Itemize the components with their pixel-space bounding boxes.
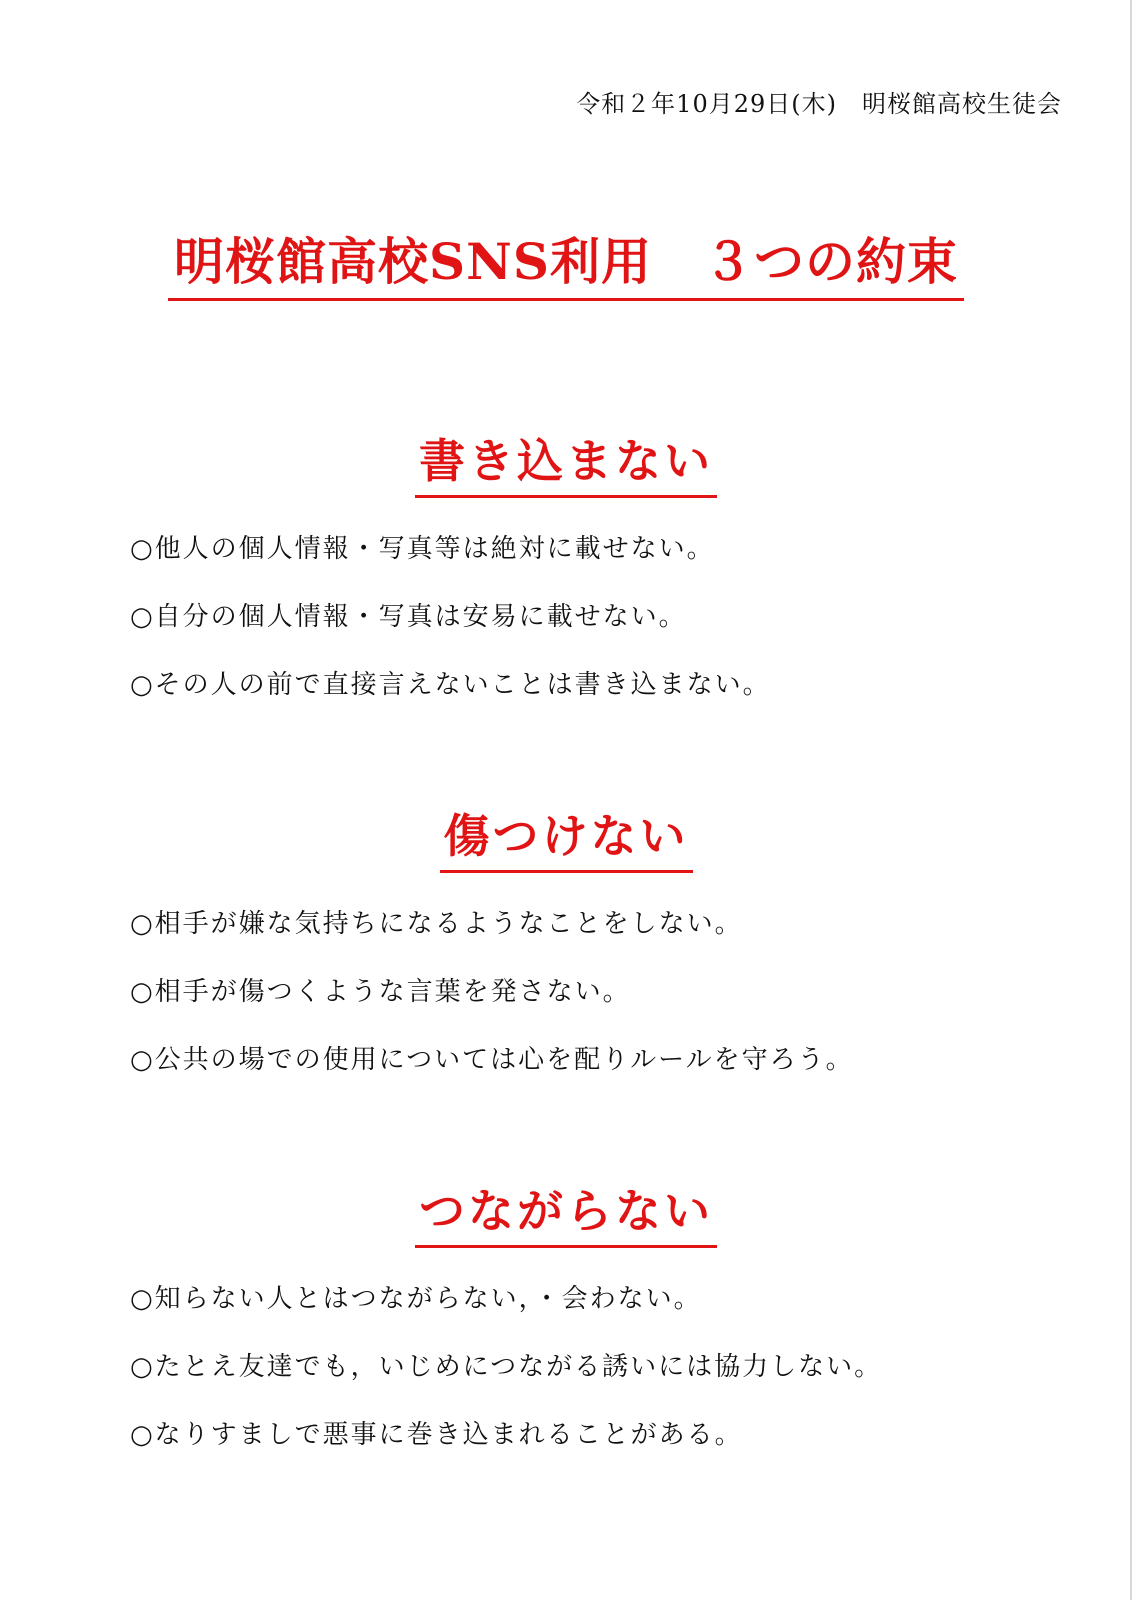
date-and-organization: 令和２年10月29日(木) 明桜館高校生徒会 (576, 90, 1062, 118)
section-heading-write (0, 425, 1132, 498)
section-list-write (130, 532, 1030, 736)
list-item: ○その人の前で直接言えないことは書き込まない。 (130, 670, 771, 700)
section-heading-connect-text: つながらない (415, 1175, 717, 1248)
section-heading-hurt-text: 傷つけない (440, 800, 693, 873)
section-list-connect (130, 1282, 1030, 1486)
list-item: ○相手が傷つくような言葉を発さない。 (130, 977, 631, 1007)
section-heading-connect (0, 1175, 1132, 1248)
section-heading-hurt (0, 800, 1132, 873)
document-title-text: 明桜館高校SNS利用 ３つの約束 (168, 222, 964, 301)
list-item: ○自分の個人情報・写真は安易に載せない。 (130, 602, 687, 632)
list-item: ○相手が嫌な気持ちになるようなことをしない。 (130, 909, 743, 939)
list-item: ○他人の個人情報・写真等は絶対に載せない。 (130, 534, 715, 564)
section-list-hurt (130, 907, 1030, 1111)
section-heading-write-text: 書き込まない (415, 425, 717, 498)
document-title (0, 222, 1132, 301)
list-item: ○公共の場での使用については心を配りルールを守ろう。 (130, 1045, 854, 1075)
list-item: ○なりすましで悪事に巻き込まれることがある。 (130, 1420, 743, 1450)
list-item: ○知らない人とはつながらない，・会わない。 (130, 1284, 702, 1314)
list-item: ○たとえ友達でも，いじめにつながる誘いには協力しない。 (130, 1352, 883, 1382)
